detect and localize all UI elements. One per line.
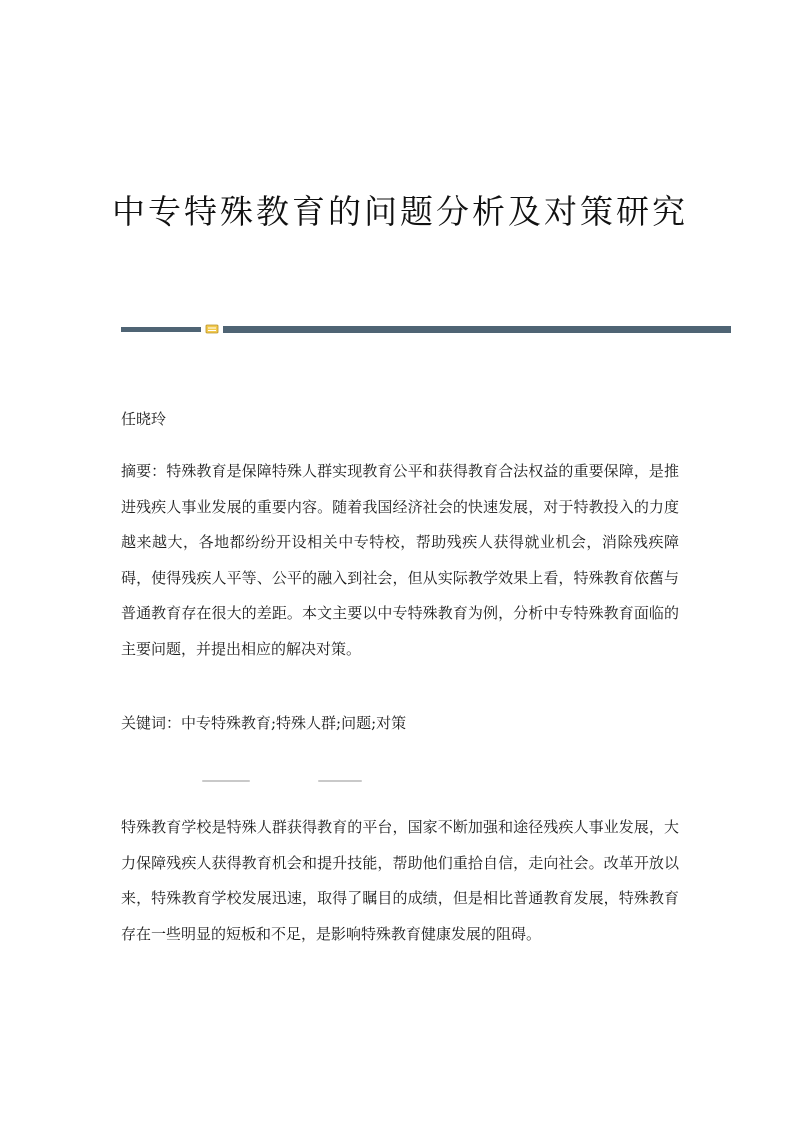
title-divider — [121, 325, 731, 333]
document-title: 中专特殊教育的问题分析及对策研究 — [112, 192, 688, 231]
section-separator-marks — [202, 780, 362, 784]
divider-bar-right — [223, 326, 731, 333]
abstract-paragraph: 摘要：特殊教育是保障特殊人群实现教育公平和获得教育合法权益的重要保障，是推进残疾人事业发展的重要内容。随着我国经济社会的快速发展，对于特教投入的力度越来越大，各地都纷纷开设相关中专特校，帮助残疾人获得就业机会，消除残疾障碍，使得残疾人平等、公平的融入到社会，但从实际教学效果上看，特殊教育依舊与普通教育存在很大的差距。本文主要以中专特殊教育为例，分析中专特殊教育面临的主要问题，并提出相应的解决对策。 — [121, 462, 679, 658]
book-emblem-icon — [205, 324, 219, 334]
author-name: 任晓玲 — [121, 410, 167, 428]
body-paragraph: 特殊教育学校是特殊人群获得教育的平台，国家不断加强和途径残疾人事业发展，大力保障残疾人获得教育机会和提升技能，帮助他们重拾自信，走向社会。改革开放以来，特殊教育学校发展迅速，取得了瞩目的成绩，但是相比普通教育发展，特殊教育存在一些明显的短板和不足，是影响特殊教育健康发展的阻碍。 — [121, 818, 679, 943]
divider-bar-left — [121, 327, 201, 332]
keywords-line: 关键词：中专特殊教育;特殊人群;问题;对策 — [121, 714, 407, 732]
